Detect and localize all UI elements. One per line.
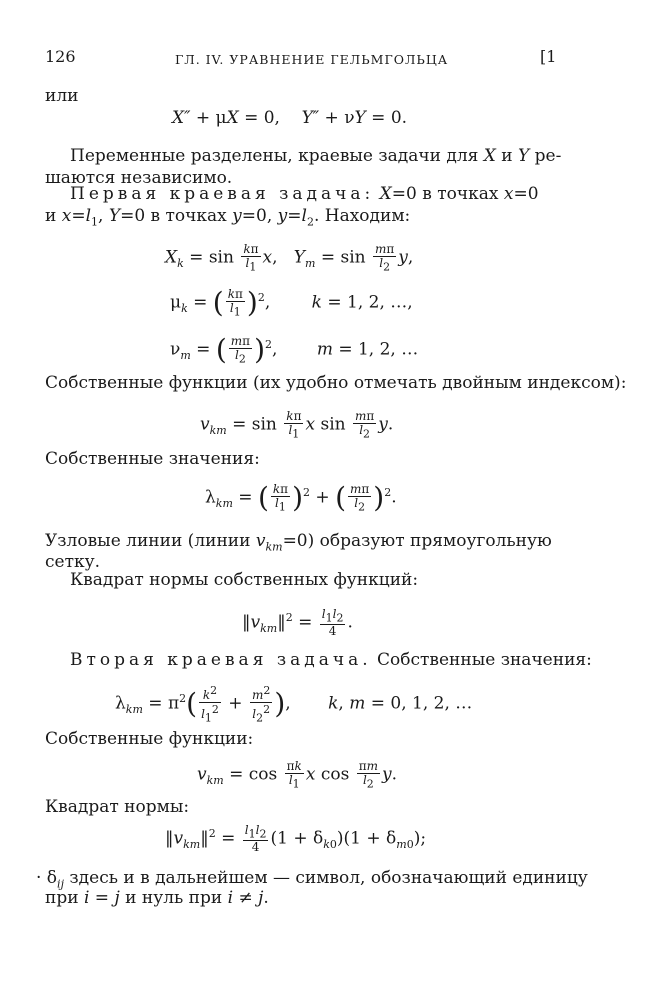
equation-norm: $‖v_{km}‖^2$ = $\frac{l_1l_2}{4}$ . [242, 607, 353, 639]
eigenfunctions-heading: Собственные функции (их удобно отмечать двойным индексом): [45, 373, 627, 393]
norm-heading: Квадрат нормы собственных функций: [70, 570, 419, 590]
equation-v-km-2: $v_{km} = \cos$ $\frac{\pi k}{l_1}$ x cos $\frac{\pi m}{l_2}$ y. [197, 759, 398, 791]
equation-v-km: $v_{km} = \sin$ $\frac{k\pi}{l_1}$ x sin $\frac{m\pi}{l_2}$ y. [200, 409, 394, 441]
paragraph-separated-cont: шаются независимо. [45, 168, 233, 188]
page-number: 126 [45, 47, 76, 66]
nodal-lines-text: Узловые линии (линии $v_{km}=0$) образуют прямоугольную [45, 531, 552, 554]
paragraph-separated: Переменные разделены, краевые задачи для X и Y ре- [70, 146, 562, 166]
section-mark: [1 [540, 47, 557, 66]
norm2-heading: Квадрат нормы: [45, 797, 190, 817]
equation-norm-2: $‖v_{km}‖^2$ = $\frac{l_1l_2}{4}$ $(1 + \delta_{k0})(1 + \delta_{m0})$; [165, 823, 427, 855]
delta-definition-cont: при i = j и нуль при i ≠ j. [45, 888, 269, 908]
first-problem-line: Первая краевая задача: X=0 в точках x=0 [70, 184, 539, 204]
eigenfunctions2-heading: Собственные функции: [45, 729, 254, 749]
equation-xk-ym: $X_k = \sin$ $\frac{k\pi}{l_1}$ x, $Y_m = \sin$ $\frac{m\pi}{l_2}$ y, [165, 242, 414, 274]
first-problem-line2: и $x=l_1$, Y=0 в точках y=0, $y=l_2$. Находим: [45, 206, 411, 229]
delta-definition: · $\delta_{ij}$ здесь и в дальнейшем — символ, обозначающий единицу [36, 868, 588, 891]
equation-separated: X″ + μX = 0, Y″ + νY = 0. [172, 108, 408, 128]
text-or: или [45, 86, 79, 106]
equation-mu-k: $\mu_k$ = ( $\frac{k\pi}{l_1}$ )$^2$, k = 1, 2, …, [170, 286, 413, 320]
equation-lambda-km: $\lambda_{km}$ = ( $\frac{k\pi}{l_1}$ )$^2$ + ( $\frac{m\pi}{l_2}$ )$^2$. [205, 481, 397, 515]
second-problem-line: Вторая краевая задача. Собственные значения: [70, 650, 592, 670]
equation-nu-m: $\nu_m$ = ( $\frac{m\pi}{l_2}$ )$^2$, m = 1, 2, … [170, 333, 419, 367]
eigenvalues-heading: Собственные значения: [45, 449, 260, 469]
nodal-lines-cont: сетку. [45, 552, 101, 572]
equation-lambda-km-2: $\lambda_{km} = \pi^2$( $\frac{k^2}{l_1^2}$ + $\frac{m^2}{l_2^2}$ ), k, m = 0, 1, 2, … [115, 684, 473, 725]
running-title: ГЛ. IV. УРАВНЕНИЕ ГЕЛЬМГОЛЬЦА [175, 52, 449, 67]
